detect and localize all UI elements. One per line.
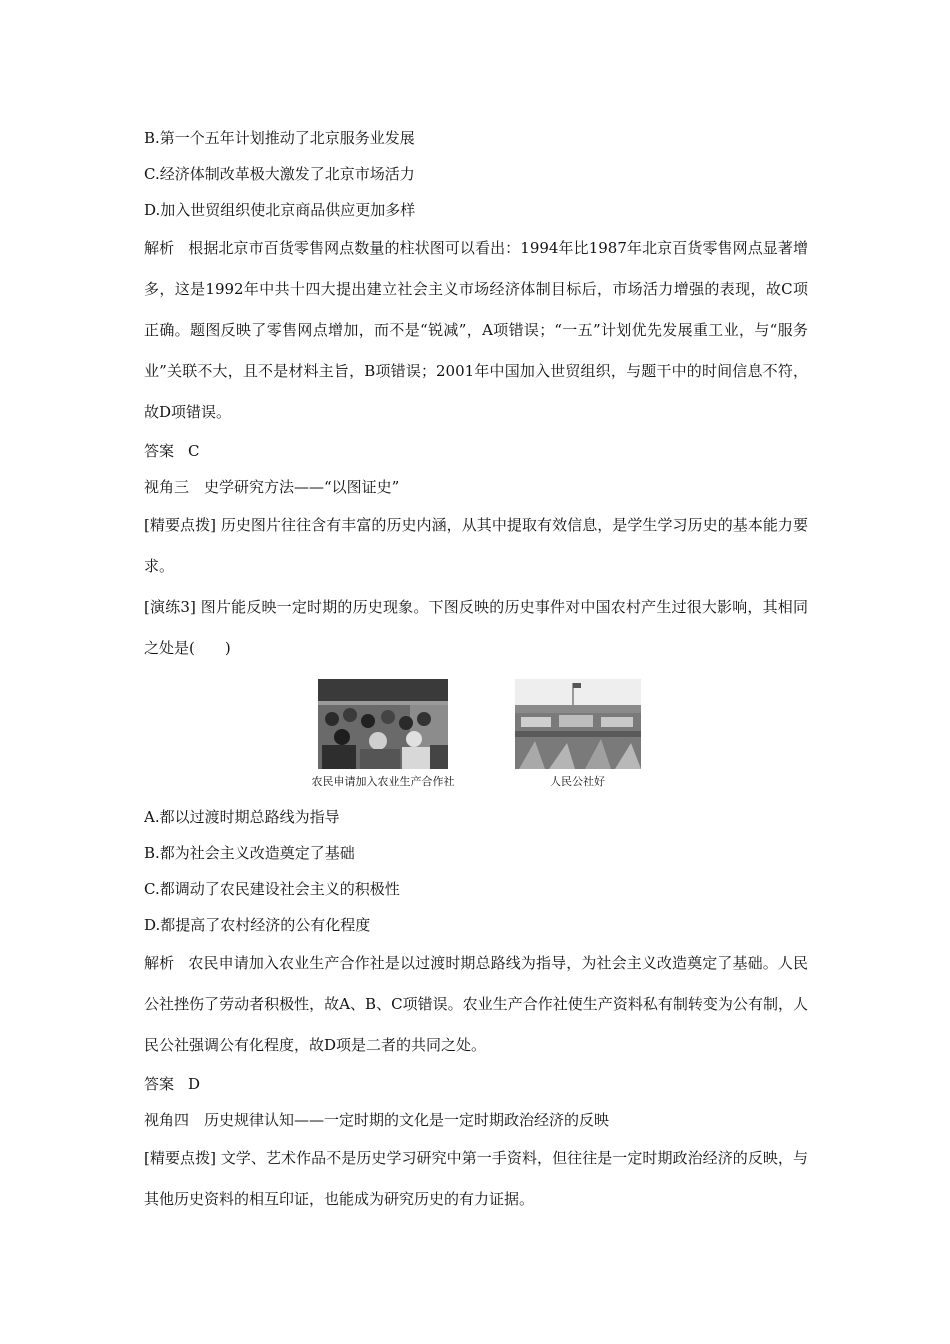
exercise3-option-d: D.都提高了农村经济的公有化程度: [144, 916, 371, 934]
q2-option-c: C.经济体制改革极大激发了北京市场活力: [144, 165, 415, 183]
exercise3-answer: [144, 1066, 808, 1102]
section3-title: 视角三 史学研究方法——“以图证史”: [144, 478, 400, 496]
analysis-label: 解析: [144, 239, 175, 257]
exercise3-analysis: [144, 943, 808, 1066]
analysis-label: 解析: [144, 954, 175, 972]
figure-caption: 人民公社好: [550, 775, 605, 788]
analysis-text: 农民申请加入农业生产合作社是以过渡时期总路线为指导，为社会主义改造奠定了基础。人民公社挫伤了劳动者积极性，故A、B、C项错误。农业生产合作社使生产资料私有制转变为公有制，人民公社强调公有化程度，故D项是二者的共同之处。: [144, 954, 808, 1054]
q2-answer: [144, 433, 808, 469]
cooperative-photo: [318, 679, 448, 769]
commune-photo: [515, 679, 641, 769]
exercise3-figures: [144, 679, 808, 791]
q2-option-b: B.第一个五年计划推动了北京服务业发展: [144, 129, 415, 147]
section4-tip: [精要点拨] 文学、艺术作品不是历史学习研究中第一手资料，但往往是一定时期政治经济的反映，与其他历史资料的相互印证，也能成为研究历史的有力证据。: [144, 1149, 808, 1208]
analysis-text: 根据北京市百货零售网点数量的柱状图可以看出：1994年比1987年北京百货零售网点显著增多，这是1992年中共十四大提出建立社会主义市场经济体制目标后，市场活力增强的表现，故C项正确。题图反映了零售网点增加，而不是“锐减”，A项错误；“一五”计划优先发展重工业，与“服务业”关联不大，且不是材料主旨，B项错误；2001年中国加入世贸组织，与题干中的时间信息不符，故D项错误。: [144, 239, 808, 421]
answer-value: C: [188, 442, 200, 460]
answer-value: D: [188, 1075, 201, 1093]
q2-analysis: [144, 228, 808, 433]
exercise3-option-b: B.都为社会主义改造奠定了基础: [144, 844, 355, 862]
figure-commune: [515, 679, 641, 791]
answer-label: 答案: [144, 442, 175, 460]
figure-caption: 农民申请加入农业生产合作社: [311, 775, 455, 788]
exercise3-question: [演练3] 图片能反映一定时期的历史现象。下图反映的历史事件对中国农村产生过很大影响，其相同之处是( ): [144, 598, 808, 657]
document-body: [144, 120, 808, 1220]
exercise3-option-a: A.都以过渡时期总路线为指导: [144, 808, 340, 826]
figure-cooperative: [312, 679, 455, 791]
exercise3-option-c: C.都调动了农民建设社会主义的积极性: [144, 880, 400, 898]
section4-title: 视角四 历史规律认知——一定时期的文化是一定时期政治经济的反映: [144, 1111, 610, 1129]
section3-tip: [精要点拨] 历史图片往往含有丰富的历史内涵，从其中提取有效信息，是学生学习历史的基本能力要求。: [144, 516, 808, 575]
answer-label: 答案: [144, 1075, 175, 1093]
q2-option-d: D.加入世贸组织使北京商品供应更加多样: [144, 201, 416, 219]
